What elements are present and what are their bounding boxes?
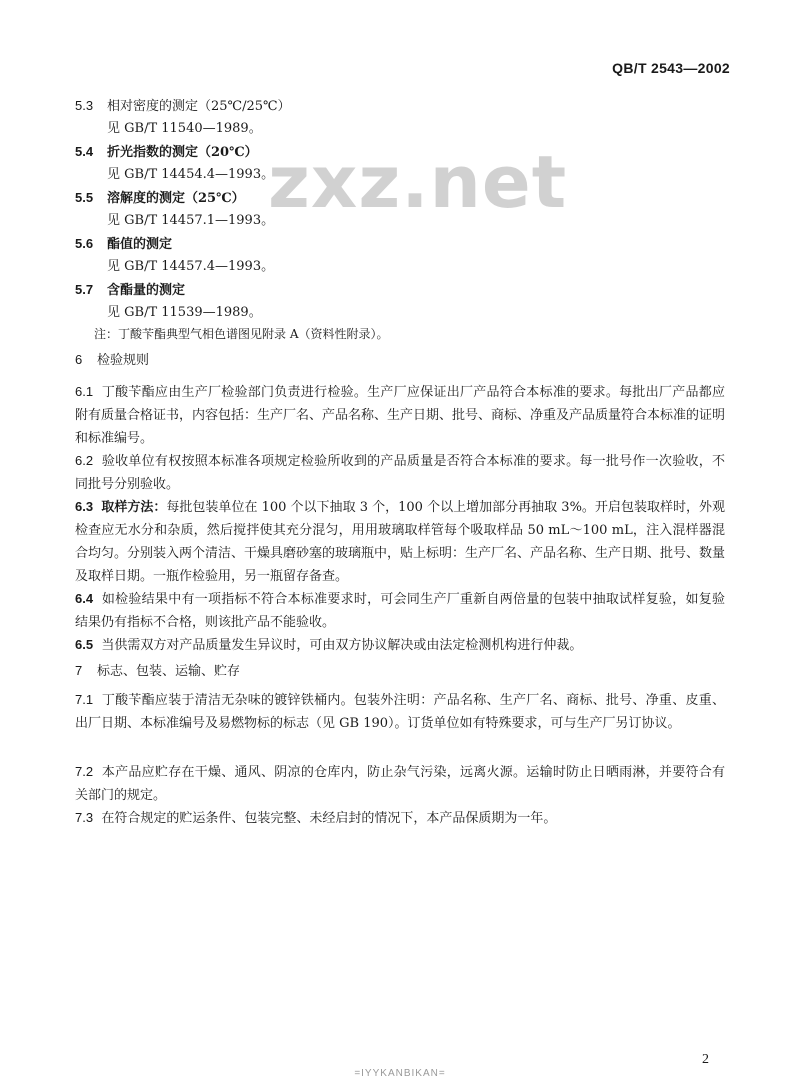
- paragraph-number: 7.2: [75, 764, 94, 779]
- section-5-5-ref: 见 GB/T 14457.1—1993。: [107, 213, 275, 228]
- paragraph-7-3: [75, 806, 725, 830]
- paragraph-6-4: [75, 587, 725, 634]
- section-title: 相对密度的测定（25℃/25℃）: [107, 99, 291, 114]
- paragraph-6-3: [75, 495, 725, 588]
- section-5-3-heading: [75, 98, 291, 115]
- paragraph-text: 丁酸苄酯应装于清洁无杂味的镀锌铁桶内。包装外注明：产品名称、生产厂名、商标、批号、净重、皮重、出厂日期、本标准编号及易燃物标的标志（见 GB 190）。订货单位如有特殊要求，可与生产厂另订协议。: [75, 693, 725, 731]
- section-5-7-heading: [75, 282, 185, 299]
- section-5-4-heading: [75, 144, 258, 161]
- chapter-title: 标志、包装、运输、贮存: [97, 664, 241, 679]
- page-number: 2: [702, 1052, 709, 1067]
- section-5-3-ref: 见 GB/T 11540—1989。: [107, 121, 262, 136]
- section-5-6-heading: [75, 236, 172, 253]
- paragraph-text: 当供需双方对产品质量发生异议时，可由双方协议解决或由法定检测机构进行仲裁。: [101, 638, 583, 653]
- standard-number: QB/T 2543—2002: [612, 60, 730, 76]
- section-5-4-ref: 见 GB/T 14454.4—1993。: [107, 167, 275, 182]
- chapter-number: 6: [75, 352, 83, 367]
- paragraph-text: 验收单位有权按照本标准各项规定检验所收到的产品质量是否符合本标准的要求。每一批号作一次验收，不同批号分别验收。: [75, 454, 725, 492]
- section-number: 5.6: [75, 236, 94, 251]
- paragraph-text: 本产品应贮存在干燥、通风、阴凉的仓库内，防止杂气污染，远离火源。运输时防止日晒雨淋，并要符合有关部门的规定。: [75, 765, 725, 803]
- section-title: 酯值的测定: [107, 237, 173, 252]
- chapter-number: 7: [75, 663, 83, 678]
- paragraph-label: 取样方法：: [101, 500, 167, 515]
- paragraph-number: 6.5: [75, 637, 94, 652]
- chapter-7-heading: [75, 663, 240, 680]
- watermark-text: zxz.net: [268, 140, 568, 224]
- paragraph-6-1: [75, 380, 725, 450]
- section-number: 5.3: [75, 98, 94, 113]
- section-5-5-heading: [75, 190, 245, 207]
- section-number: 5.4: [75, 144, 94, 159]
- paragraph-7-1: [75, 688, 725, 735]
- paragraph-text: 每批包装单位在 100 个以下抽取 3 个，100 个以上增加部分再抽取 3%。开启包装取样时，外观检查应无水分和杂质，然后搅拌使其充分混匀，用用玻璃取样管每个吸取样品 50 mL～100 mL，注入混样器混合均匀。分别装入两个清洁、干燥具磨砂塞的玻璃瓶中，贴上标明：生产厂名、产品名称、生产日期、批号、数量及取样日期。一瓶作检验用，另一瓶留存备查。: [75, 500, 726, 584]
- footer-watermark: =IYYKANBIKAN=: [354, 1068, 446, 1079]
- paragraph-6-5: [75, 633, 725, 657]
- paragraph-number: 7.3: [75, 810, 94, 825]
- chapter-6-heading: [75, 352, 149, 369]
- paragraph-7-2: [75, 760, 725, 807]
- section-5-6-ref: 见 GB/T 14457.4—1993。: [107, 259, 275, 274]
- section-5-7-ref: 见 GB/T 11539—1989。: [107, 305, 262, 320]
- section-title: 折光指数的测定（20℃）: [107, 145, 258, 160]
- paragraph-number: 6.1: [75, 384, 94, 399]
- paragraph-number: 6.2: [75, 453, 94, 468]
- section-number: 5.5: [75, 190, 94, 205]
- section-5-7-note: 注：丁酸苄酯典型气相色谱图见附录 A（资料性附录）。: [94, 327, 389, 341]
- chapter-title: 检验规则: [97, 353, 150, 368]
- section-number: 5.7: [75, 282, 94, 297]
- paragraph-text: 在符合规定的贮运条件、包装完整、未经启封的情况下，本产品保质期为一年。: [101, 811, 557, 826]
- paragraph-text: 丁酸苄酯应由生产厂检验部门负责进行检验。生产厂应保证出厂产品符合本标准的要求。每批出厂产品都应附有质量合格证书，内容包括：生产厂名、产品名称、生产日期、批号、商标、净重及产品质量符合本标准的证明和标准编号。: [75, 385, 726, 446]
- section-title: 溶解度的测定（25℃）: [107, 191, 245, 206]
- section-title: 含酯量的测定: [107, 283, 186, 298]
- paragraph-text: 如检验结果中有一项指标不符合本标准要求时，可会同生产厂重新自两倍量的包装中抽取试样复验，如复验结果仍有指标不合格，则该批产品不能验收。: [75, 592, 725, 630]
- paragraph-number: 6.3: [75, 499, 94, 514]
- paragraph-6-2: [75, 449, 725, 496]
- paragraph-number: 6.4: [75, 591, 94, 606]
- paragraph-number: 7.1: [75, 692, 94, 707]
